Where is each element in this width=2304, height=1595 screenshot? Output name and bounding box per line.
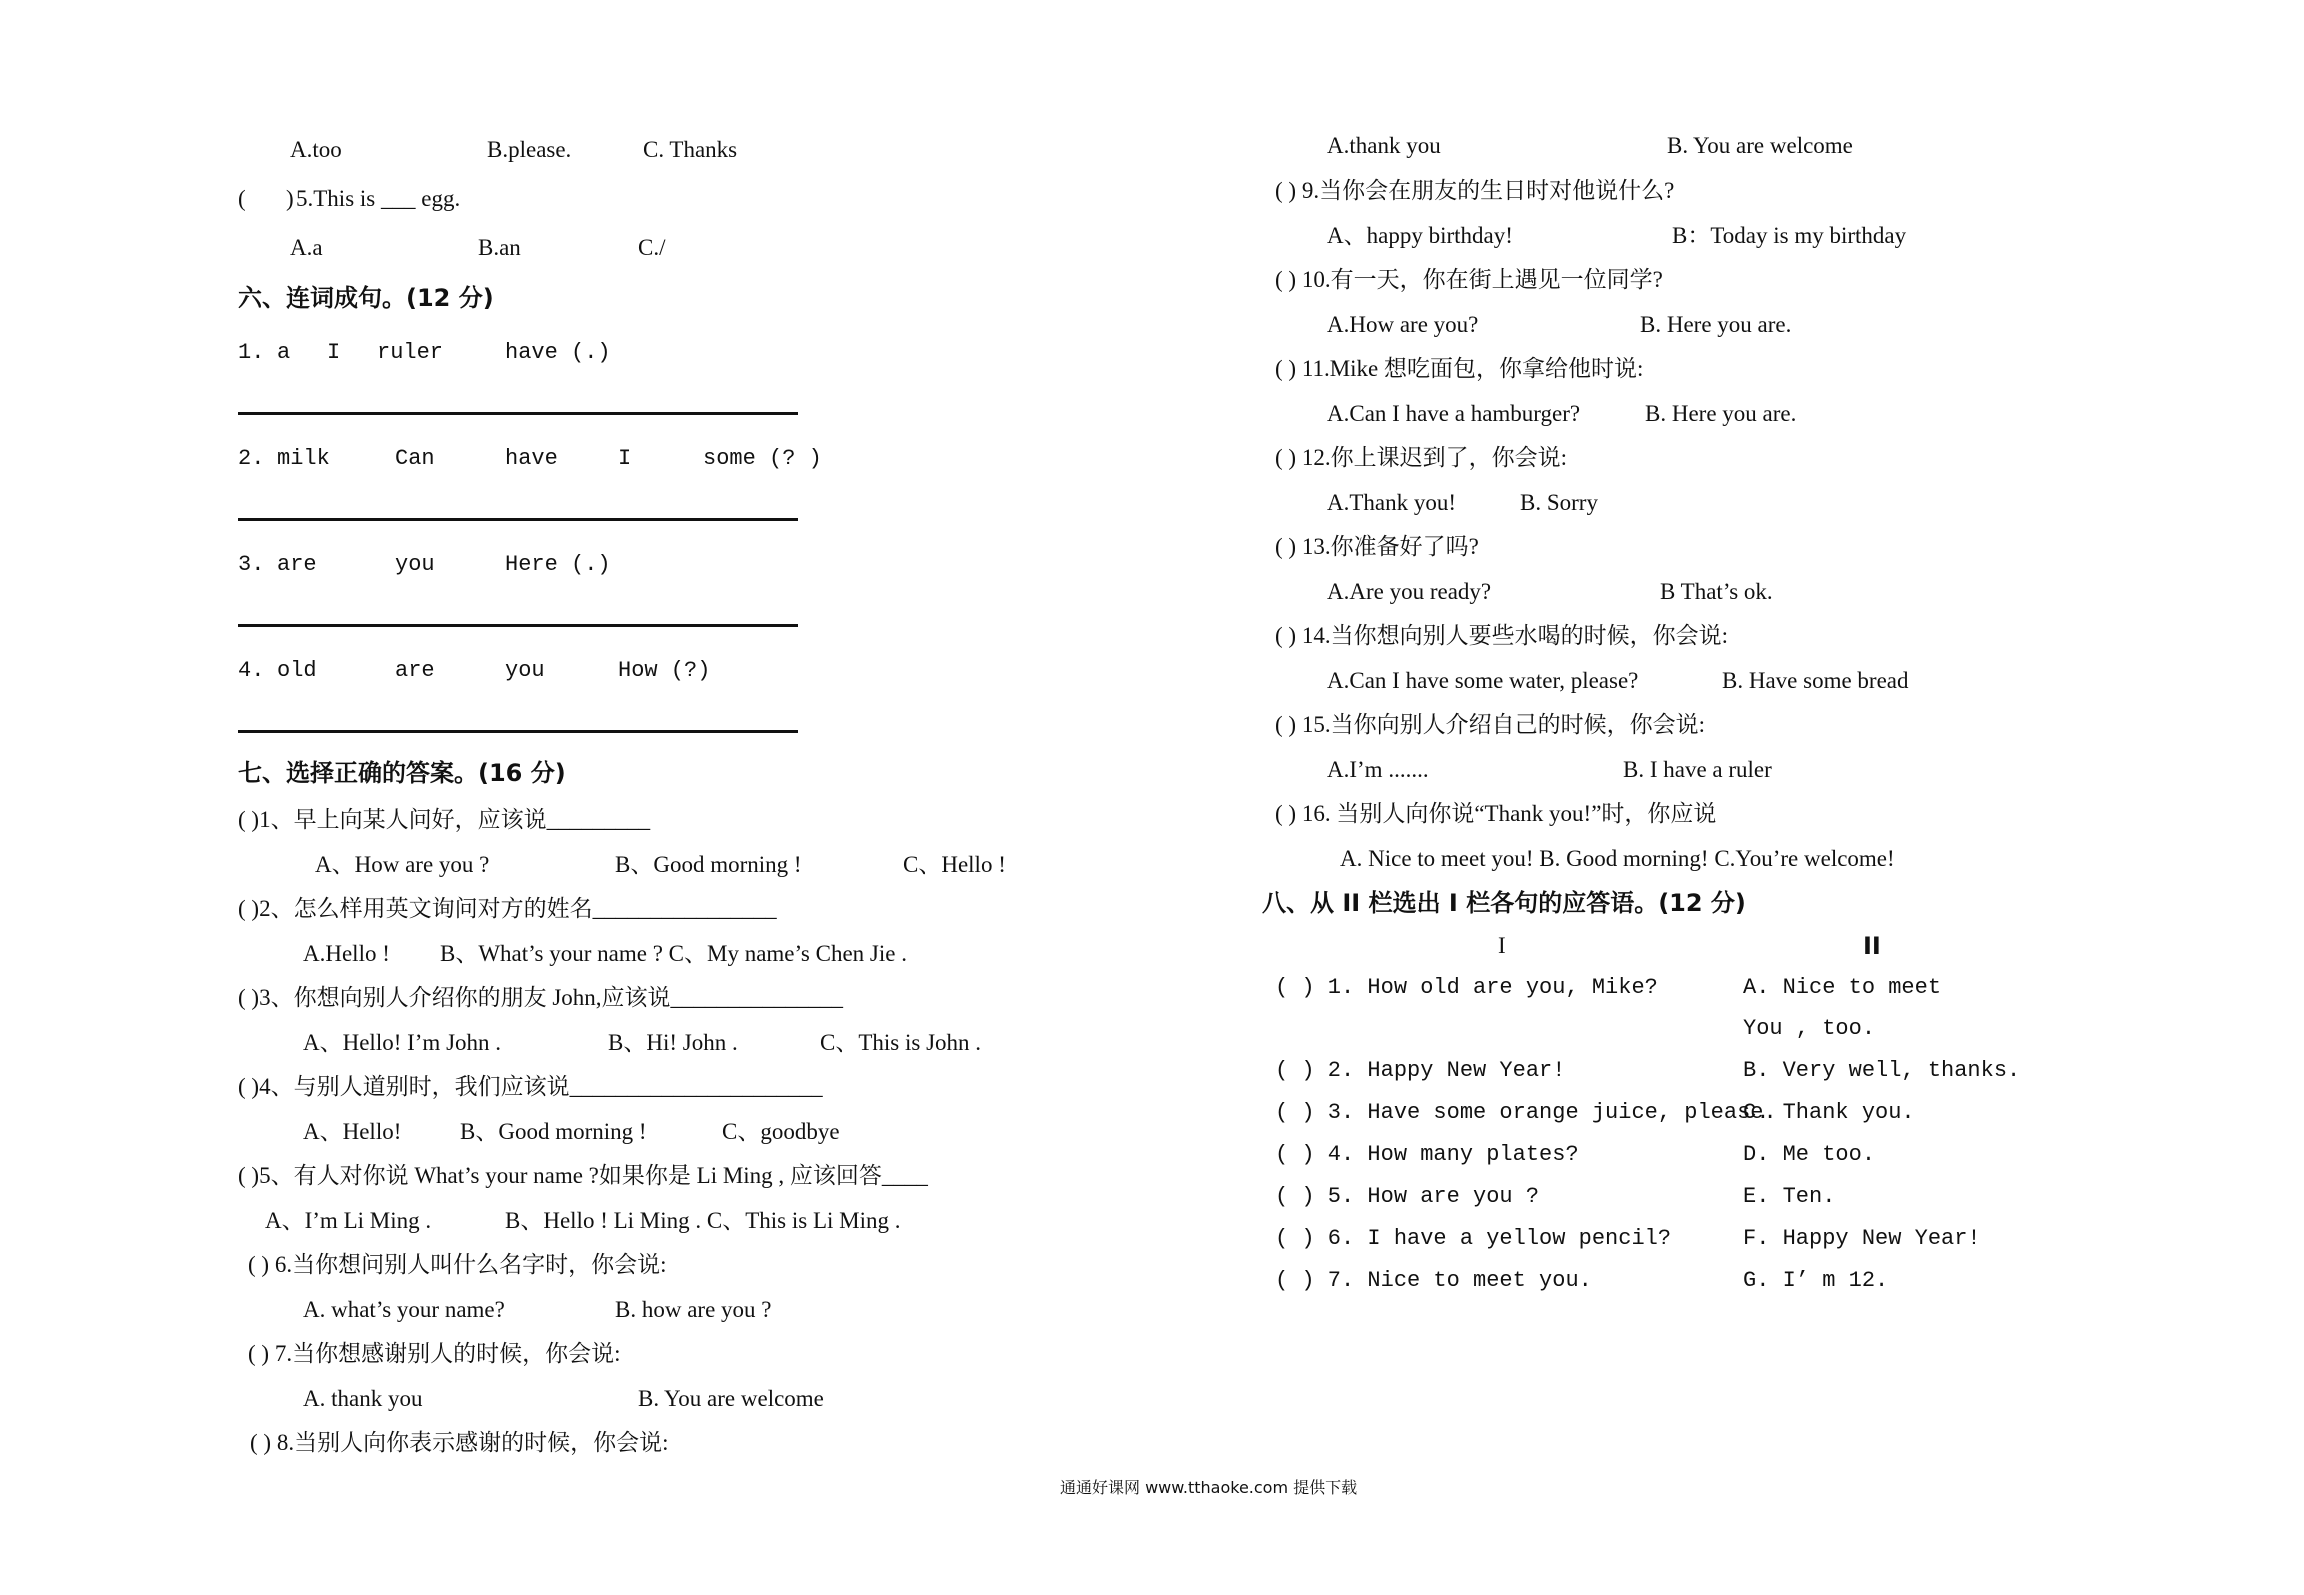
match-right: F. Happy New Year! [1743,1226,1981,1251]
option-a: A.Hello ! [303,941,390,966]
option-b: B、Good morning ! [615,852,802,877]
option-a: A.Can I have a hamburger? [1327,401,1581,426]
word-token: milk [277,446,330,471]
option-b: B、Good morning ! [460,1119,647,1144]
option-a: A.too [290,137,342,162]
option-b: B. I have a ruler [1623,757,1772,782]
word-token: How (?) [618,658,711,683]
option-c: C./ [638,235,666,260]
answer-line[interactable] [238,730,798,733]
option-a: A.a [290,235,323,260]
question-text: ( )2、怎么样用英文询问对方的姓名________________ [238,896,777,921]
option-a: A. what’s your name? [303,1297,505,1322]
word-token: old [277,658,317,683]
option-a: A、happy birthday! [1327,223,1513,248]
item-number: 4. [238,658,265,683]
question-text: ( ) 16. 当别人向你说“Thank you!”时，你应说 [1275,801,1717,826]
option-a: A.How are you? [1327,312,1479,337]
question-paren: ( [238,186,246,211]
option-a: A.thank you [1327,133,1441,158]
word-token: I [618,446,632,471]
match-left: ( ) 7. Nice to meet you. [1275,1268,1592,1293]
word-token: are [395,658,435,683]
option-b: B、Hi! John . [608,1030,738,1055]
word-token: Can [395,446,435,471]
option-b: B That’s ok. [1660,579,1773,604]
question-text: ( )5、有人对你说 What’s your name ?如果你是 Li Ming , 应该回答____ [238,1163,928,1188]
section-title: 七、选择正确的答案。(16 分) [238,759,566,787]
match-left: ( ) 1. How old are you, Mike? [1275,975,1658,1000]
option-a: A、How are you ? [315,852,490,877]
option-b: B. You are welcome [1667,133,1853,158]
option-b: B.an [478,235,521,260]
word-token: you [505,658,545,683]
question-text: ) [286,186,294,211]
match-right: G. I’ m 12. [1743,1268,1889,1293]
option-a: A.Thank you! [1327,490,1457,515]
option-c: C、Hello ! [903,852,1006,877]
word-token: some (? ) [703,446,822,471]
match-right: A. Nice to meet [1743,975,1942,1000]
option-b: B. how are you ? [615,1297,772,1322]
word-token: you [395,552,435,577]
item-number: 2. [238,446,265,471]
question-text: ( )4、与别人道别时，我们应该说______________________ [238,1074,823,1099]
word-token: have [505,446,558,471]
section-title: 六、连词成句。(12 分) [238,284,494,312]
option-b: B.please. [487,137,572,162]
question-text: ( )3、你想向别人介绍你的朋友 John,应该说_______________ [238,985,844,1010]
option-c: C、goodbye [722,1119,840,1144]
option-b: B. Have some bread [1722,668,1909,693]
option-b: B：Today is my birthday [1672,223,1907,248]
word-token: I [327,340,341,365]
match-right: E. Ten. [1743,1184,1836,1209]
option-a: A. thank you [303,1386,423,1411]
question-text: ( ) 9.当你会在朋友的生日时对他说什么? [1275,178,1675,203]
option-a: A.I’m ....... [1327,757,1429,782]
item-number: 1. [238,340,265,365]
word-token: Here (.) [505,552,611,577]
option-a: A.Are you ready? [1327,579,1492,604]
option-c: C. Thanks [643,137,738,162]
option-a: A.Can I have some water, please? [1327,668,1639,693]
option-b: B. Sorry [1520,490,1598,515]
question-text: ( ) 13.你准备好了吗? [1275,534,1479,559]
question-text: 5.This is ___ egg. [296,186,461,211]
question-text: ( )1、早上向某人问好，应该说_________ [238,807,651,832]
section-title: 八、从 II 栏选出 I 栏各句的应答语。(12 分) [1262,889,1746,917]
match-right: You , too. [1743,1016,1876,1041]
match-right: B. Very well, thanks. [1743,1058,2021,1083]
option-b: B. Here you are. [1645,401,1797,426]
question-text: ( ) 15.当你向别人介绍自己的时候，你会说: [1275,712,1705,737]
option-b: B、What’s your name ? C、My name’s Chen Jie . [440,941,907,966]
match-left: ( ) 2. Happy New Year! [1275,1058,1566,1083]
question-text: ( ) 10.有一天，你在街上遇见一位同学? [1275,267,1663,292]
question-text: ( ) 8.当别人向你表示感谢的时候，你会说: [250,1430,669,1455]
match-left: ( ) 3. Have some orange juice, please. [1275,1100,1777,1125]
word-token: are [277,552,317,577]
match-left: ( ) 6. I have a yellow pencil? [1275,1226,1672,1251]
question-text: ( ) 7.当你想感谢别人的时候，你会说: [248,1341,621,1366]
option-a: A、Hello! I’m John . [303,1030,502,1055]
answer-line[interactable] [238,518,798,521]
footer-credit: 通通好课网 www.tthaoke.com 提供下载 [1060,1478,1358,1497]
word-token: a [277,340,291,365]
item-number: 3. [238,552,265,577]
match-right: D. Me too. [1743,1142,1876,1167]
match-left: ( ) 5. How are you ? [1275,1184,1540,1209]
option-a: A. Nice to meet you! B. Good morning! C.You’re welcome! [1340,846,1895,871]
option-b: B、Hello ! Li Ming . C、This is Li Ming . [505,1208,901,1233]
option-b: B. You are welcome [638,1386,824,1411]
answer-line[interactable] [238,412,798,415]
question-text: ( ) 11.Mike 想吃面包，你拿给他时说: [1275,356,1644,381]
option-a: A、Hello! [303,1119,402,1144]
match-right: C. Thank you. [1743,1100,1915,1125]
option-c: C、This is John . [820,1030,982,1055]
question-text: ( ) 6.当你想问别人叫什么名字时，你会说: [248,1252,667,1277]
option-b: B. Here you are. [1640,312,1792,337]
column-header: II [1863,932,1881,960]
match-left: ( ) 4. How many plates? [1275,1142,1579,1167]
word-token: ruler [377,340,444,365]
question-text: ( ) 14.当你想向别人要些水喝的时候，你会说: [1275,623,1728,648]
answer-line[interactable] [238,624,798,627]
question-text: ( ) 12.你上课迟到了，你会说: [1275,445,1567,470]
column-header: I [1498,933,1506,958]
word-token: have (.) [505,340,611,365]
option-a: A、I’m Li Ming . [265,1208,432,1233]
